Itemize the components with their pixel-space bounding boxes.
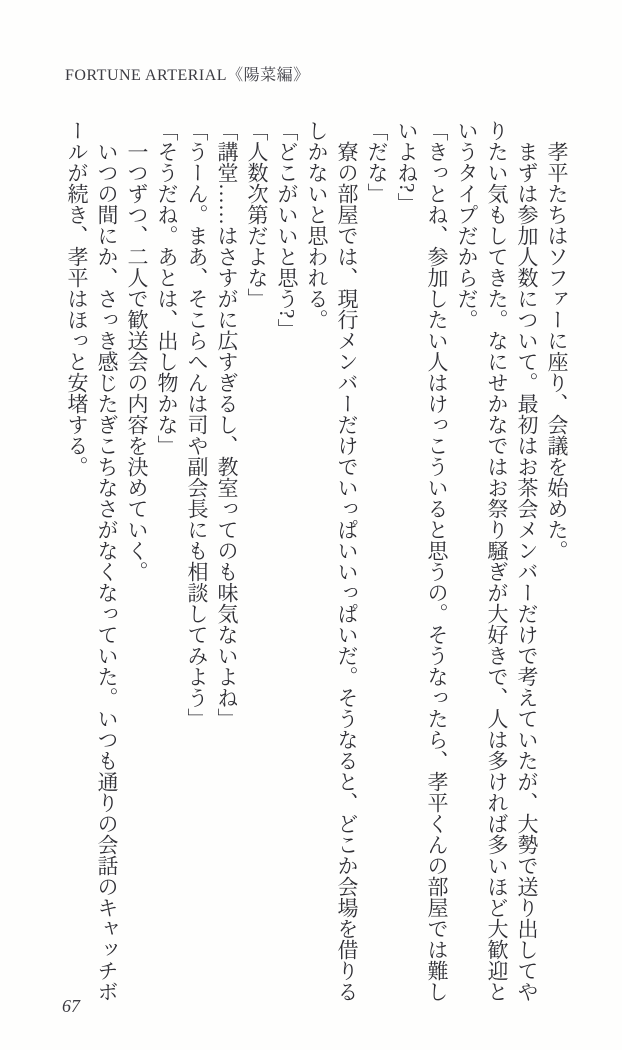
paragraph: 寮の部屋では、現行メンバーだけでいっぱいいっぱいだ。そうなると、どこか会場を借りるしかないと思われる。 [305,120,359,1002]
paragraph-dialogue: 「だな」 [365,120,389,204]
running-header: FORTUNE ARTERIAL《陽菜編》 [65,67,310,84]
paragraph-dialogue: 「講堂……はさすがに広すぎるし、教室ってのも味気ないよね」 [215,120,239,729]
paragraph: 一つずつ、二人で歓送会の内容を決めていく。 [125,141,149,582]
paragraph: まずは参加人数について。最初はお茶会メンバーだけで考えていたが、大勢で送り出してやりたい気もしてきた。なにせかなではお祭り騒ぎが大好きで、人は多ければ多いほど大歓迎というタイプだからだ。 [455,120,539,1002]
paragraph: いつの間にか、さっき感じたぎこちなさがなくなっていた。いつも通りの会話のキャッチボールが続き、孝平はほっと安堵する。 [65,120,119,1002]
paragraph: 孝平たちはソファーに座り、会議を始めた。 [545,141,569,561]
paragraph-dialogue: 「人数次第だよな」 [245,120,269,309]
body-text [62,120,572,1002]
paragraph-dialogue: 「うーん。まあ、そこらへんは司や副会長にも相談してみよう」 [185,120,209,729]
page-number: 67 [62,996,80,1016]
paragraph-dialogue: 「どこがいいと思う?」 [275,120,299,340]
paragraph-dialogue: 「そうだね。あとは、出し物かな」 [155,120,179,456]
paragraph-dialogue: 「きっとね、参加したい人はけっこういると思うの。そうなったら、孝平くんの部屋では難しいよね?」 [395,120,449,1002]
